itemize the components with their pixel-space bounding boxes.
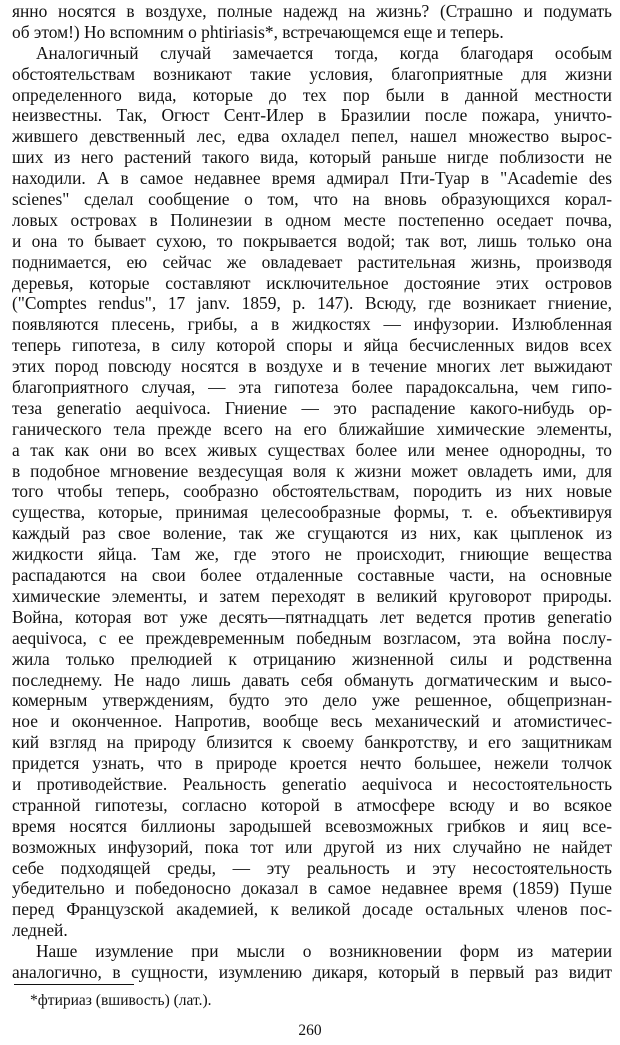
text-line: химические элементы, и затем переходят в великий круговорот природы. xyxy=(12,585,612,606)
footnote: *фтириаз (вшивость) (лат.). xyxy=(30,992,212,1009)
text-line: ("Comptes rendus", 17 janv. 1859, p. 147). Всюду, где возникает гниение, xyxy=(12,293,612,314)
text-line: теза generatio aequivoca. Гниение — это распадение какого-нибудь ор- xyxy=(12,397,612,418)
text-line: время носятся биллионы зародышей всевозможных грибков и яиц все- xyxy=(12,815,612,836)
text-line: и она то бывает сухою, то покрывается водой; так вот, лишь только она xyxy=(12,230,612,251)
text-line: а так как они во всех живых существах более или менее однородны, то xyxy=(12,439,612,460)
text-line: жившего девственный лес, едва охладел пепел, нашел множество вырос- xyxy=(12,126,612,147)
text-line: поднимается, ею сейчас же овладевает растительная жизнь, производя xyxy=(12,251,612,272)
text-line: каждый раз свое воление, так же сгущаются из них, как цыпленок из xyxy=(12,523,612,544)
text-line: обстоятельствам возникают такие условия, благоприятные для жизни xyxy=(12,63,612,84)
text-line: Аналогичный случай замечается тогда, когда благодаря особым xyxy=(36,42,612,63)
text-line: возможных инфузорий, пока тот или другой из них случайно не найдет xyxy=(12,836,612,857)
text-line: определенного вида, которые до тех пор были в данной местности xyxy=(12,84,612,105)
text-line: аналогично, в сущности, изумлению дикаря, который в первый раз видит xyxy=(12,961,612,982)
text-line: последнему. Не надо лишь давать себя обмануть догматическим и высо- xyxy=(12,669,612,690)
text-line: aequivoca, с ее преждевременным победным возгласом, эта война послу- xyxy=(12,627,612,648)
text-line: в подобное мгновение вездесущая воля к жизни может овладеть ими, для xyxy=(12,460,612,481)
text-line: благоприятного случая, — эта гипотеза более парадоксальна, чем гипо- xyxy=(12,377,612,398)
text-line: Война, которая вот уже десять—пятнадцать лет ведется против generatio xyxy=(12,606,612,627)
text-line: ганического тела прежде всего на его ближайшие химические элементы, xyxy=(12,418,612,439)
text-line: придется узнать, что в природе кроется нечто большее, нежели толчок xyxy=(12,753,612,774)
text-line: существа, которые, принимая целесообразные формы, т. е. объективируя xyxy=(12,502,612,523)
page-number: 260 xyxy=(298,1022,322,1039)
text-line: ших из него растений такого вида, который раньше нигде поблизости не xyxy=(12,147,612,168)
text-line: ловых островах в Полинезии в одном месте постепенно оседает почва, xyxy=(12,209,612,230)
text-line: находили. А в самое недавнее время адмирал Пти-Туар в "Academie des xyxy=(12,168,612,189)
text-line: неизвестны. Так, Огюст Сент-Илер в Бразилии после пожара, уничто- xyxy=(12,105,612,126)
text-line: янно носятся в воздухе, полные надежд на жизнь? (Страшно и подумать xyxy=(12,1,612,21)
text-line: и противодействие. Реальность generatio aequivoca и несостоятельность xyxy=(12,773,612,794)
text-line: себе подходящей среды, — эту реальность и эту несостоятельность xyxy=(12,857,612,878)
body-text xyxy=(12,1,612,983)
text-line: ное и оконченное. Напротив, вообще весь механический и атомистичес- xyxy=(12,711,612,732)
text-line: теперь гипотеза, в силу которой споры и яйца бесчисленных видов всех xyxy=(12,335,612,356)
text-line: перед Французской академией, к великой досаде остальных членов пос- xyxy=(12,899,612,920)
text-line: странной гипотезы, согласно которой в атмосфере всюду и во всякое xyxy=(12,794,612,815)
text-line: появляются плесень, грибы, а в жидкостях — инфузории. Излюбленная xyxy=(12,314,612,335)
text-line: жидкости яйца. Там же, где этого не происходит, гниющие вещества xyxy=(12,544,612,565)
text-line: комерным утверждениям, будто это дело уже решенное, общепризнан- xyxy=(12,690,612,711)
text-line: Наше изумление при мысли о возникновении форм из материи xyxy=(36,941,612,962)
text-line: этих пород повсюду носятся в воздухе и в течение многих лет выжидают xyxy=(12,356,612,377)
text-line: об этом!) Но вспомним о phtiriasis*, встречающемся еще и теперь. xyxy=(12,21,504,42)
text-line: жила только прелюдией к отрицанию жизненной силы и родственна xyxy=(12,648,612,669)
text-line: распадаются на свои более отдаленные составные части, на основные xyxy=(12,565,612,586)
text-line: кий взгляд на природу близится к своему банкротству, и его защитникам xyxy=(12,732,612,753)
text-line: деревья, которые составляют исключительное достояние этих островов xyxy=(12,272,612,293)
text-line: ледней. xyxy=(12,920,68,941)
text-line: того чтобы теперь, сообразно обстоятельствам, породить из них новые xyxy=(12,481,612,502)
text-line: убедительно и победоносно доказал в самое недавнее время (1859) Пуше xyxy=(12,878,612,899)
footnote-divider xyxy=(14,984,134,985)
text-line: scienes" сделал сообщение о том, что на вновь образующихся корал- xyxy=(12,189,612,210)
